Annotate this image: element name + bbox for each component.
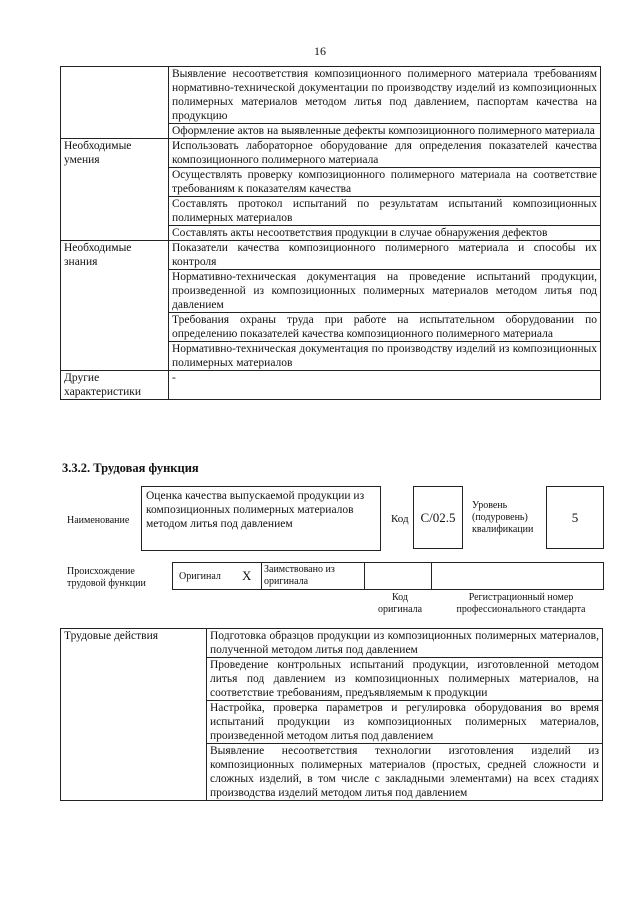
row-label-other: Другие характеристики <box>61 371 169 400</box>
list-item: Оформление актов на выявленные дефекты композиционного полимерного материала <box>169 124 601 139</box>
row-label-knowledge: Необходимые знания <box>61 241 169 371</box>
table-row <box>61 241 601 270</box>
table-row <box>61 629 603 658</box>
list-item: Подготовка образцов продукции из композиционных полимерных материалов, полученной методом литья под давлением <box>207 629 603 658</box>
page-number: 16 <box>314 44 326 58</box>
list-item: Требования охраны труда при работе на испытательном оборудовании по определению показателей качества композиционного полимерного материала <box>169 313 601 342</box>
function-code-box: C/02.5 <box>413 486 463 549</box>
table-row <box>61 139 601 168</box>
list-item: Составлять протокол испытаний по результатам испытаний композиционных полимерных материалов <box>169 197 601 226</box>
function-name-box: Оценка качества выпускаемой продукции из композиционных полимерных материалов методом литья под давлением <box>141 486 381 551</box>
table-row <box>61 67 601 124</box>
list-item: Показатели качества композиционного полимерного материала и способы их контроля <box>169 241 601 270</box>
list-item: Настройка, проверка параметров и регулировка оборудования во время испытаний продукции из композиционных полимерных материалов, произведенной методом литья под давлением <box>207 701 603 744</box>
original-mark: X <box>242 568 252 583</box>
origin-label: Происхождение трудовой функции <box>67 566 146 589</box>
original-label: Оригинал <box>179 571 221 582</box>
original-cell <box>173 563 262 589</box>
list-item: Нормативно-техническая документация на проведение испытаний продукции, произведенной из композиционных полимерных материалов методом литья под давлением <box>169 270 601 313</box>
level-label: Уровень (подуровень) квалификации <box>472 500 534 535</box>
table-row <box>61 371 601 400</box>
section-heading: 3.3.2. Трудовая функция <box>62 461 199 475</box>
list-item: Составлять акты несоответствия продукции в случае обнаружения дефектов <box>169 226 601 241</box>
list-item: Использовать лабораторное оборудование для определения показателей качества композиционного полимерного материала <box>169 139 601 168</box>
borrowed-cell: Заимствовано из оригинала <box>261 563 365 589</box>
list-item: Выявление несоответствия технологии изготовления изделий из композиционных полимерных материалов (простых, средней сложности и сложных изделий, в том числе с закладными элементами) на всех стадиях производства изделий методом литья под давлением <box>207 744 603 801</box>
competencies-table <box>60 66 601 400</box>
reg-number-caption: Регистрационный номер профессионального стандарта <box>456 592 586 615</box>
list-item: Выявление несоответствия композиционного полимерного материала требованиям нормативно-технической документации по производству изделий из композиционных полимерных материалов методом литья под давлением, паспортам качества на продукцию <box>169 67 601 124</box>
labor-actions-label: Трудовые действия <box>61 629 207 801</box>
list-item: Осуществлять проверку композиционного полимерного материала на соответствие требованиям к показателям качества <box>169 168 601 197</box>
row-label-skills: Необходимые умения <box>61 139 169 241</box>
original-code-caption: Код оригинала <box>377 592 423 615</box>
code-label: Код <box>391 513 409 525</box>
level-box: 5 <box>546 486 604 549</box>
labor-actions-table <box>60 628 603 801</box>
list-item: Нормативно-техническая документация по производству изделий из композиционных полимерных материалов <box>169 342 601 371</box>
row-label <box>61 67 169 139</box>
original-code-cell <box>365 563 432 589</box>
list-item: Проведение контрольных испытаний продукции, изготовленной методом литья под давлением из композиционных полимерных материалов, на соответствие требованиям, предъявляемым к продукции <box>207 658 603 701</box>
name-label: Наименование <box>67 515 130 526</box>
origin-box <box>172 562 604 590</box>
list-item: - <box>169 371 601 400</box>
